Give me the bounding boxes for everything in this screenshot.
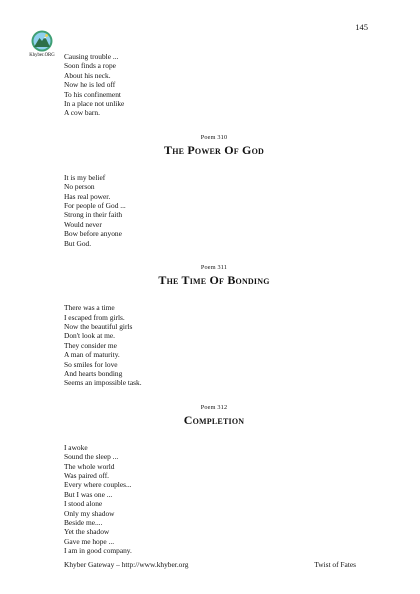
poem-line: Gave me hope ...	[64, 536, 115, 546]
poem-line: It is my belief	[64, 172, 106, 182]
poem-line: Was paired off.	[64, 470, 110, 480]
page-number: 145	[355, 22, 368, 32]
poem-line: Yet the shadow	[64, 527, 110, 537]
poem-title: The Time Of Bonding	[158, 273, 270, 288]
poem-body	[64, 303, 364, 388]
site-logo	[26, 30, 58, 58]
poem-line: Now the beautiful girls	[64, 321, 133, 331]
page-footer	[64, 560, 356, 569]
poem-line: The whole world	[64, 461, 115, 471]
poem-line: I stood alone	[64, 499, 103, 509]
poem-line: And hearts bonding	[64, 368, 123, 378]
poem-line: Soon finds a rope	[64, 61, 116, 71]
poem-title: The Power Of God	[164, 142, 264, 157]
poem-312	[64, 404, 364, 556]
footer-site-link[interactable]: Khyber Gateway – http://www.khyber.org	[64, 560, 189, 569]
poem-line: Don't look at me.	[64, 331, 116, 341]
poem-line: To his confinement	[64, 89, 121, 99]
poem-line: So smiles for love	[64, 359, 118, 369]
poem-line: There was a time	[64, 303, 115, 313]
poem-line: Has real power.	[64, 191, 111, 201]
poem-title: Completion	[183, 412, 245, 427]
intro-stanza	[64, 52, 364, 118]
poem-line: Bow before anyone	[64, 229, 122, 239]
poem-line: In a place not unlike	[64, 99, 125, 109]
poem-line: Beside me....	[64, 518, 103, 527]
poem-line: A cow barn.	[64, 108, 100, 118]
poem-body	[64, 443, 364, 556]
poem-310	[64, 134, 364, 248]
poem-body	[64, 173, 364, 248]
logo-text: Khyber.ORG	[29, 53, 55, 58]
poem-line: But God.	[64, 238, 92, 248]
poem-line: A man of maturity.	[64, 350, 120, 360]
poem-number: Poem 310	[200, 133, 228, 141]
poem-line: Would never	[64, 219, 102, 229]
poem-311	[64, 264, 364, 388]
poem-line: Strong in their faith	[64, 210, 123, 220]
poem-line: But I was one ...	[64, 489, 113, 499]
poem-line: Now he is led off	[64, 80, 116, 90]
footer-book-title: Twist of Fates	[314, 560, 356, 569]
poem-line: I am in good company.	[64, 546, 132, 556]
poem-line: For people of God ...	[64, 201, 126, 211]
mountain-logo-icon	[31, 30, 53, 52]
poem-line: They consider me	[64, 340, 117, 350]
poem-line: Only my shadow	[64, 508, 115, 518]
poem-number: Poem 311	[200, 264, 228, 272]
poem-line: Every where couples...	[64, 480, 132, 490]
poem-line: I escaped from girls.	[64, 312, 125, 322]
poem-line: No person	[64, 182, 95, 192]
poem-line: Seems an impossible task.	[64, 378, 142, 388]
poem-number: Poem 312	[200, 403, 228, 411]
poem-line: Causing trouble ...	[64, 52, 119, 61]
page-content	[64, 52, 364, 556]
poem-line: I awoke	[64, 442, 88, 452]
poem-line: Sound the sleep ...	[64, 452, 119, 462]
poem-line: About his neck.	[64, 70, 111, 80]
